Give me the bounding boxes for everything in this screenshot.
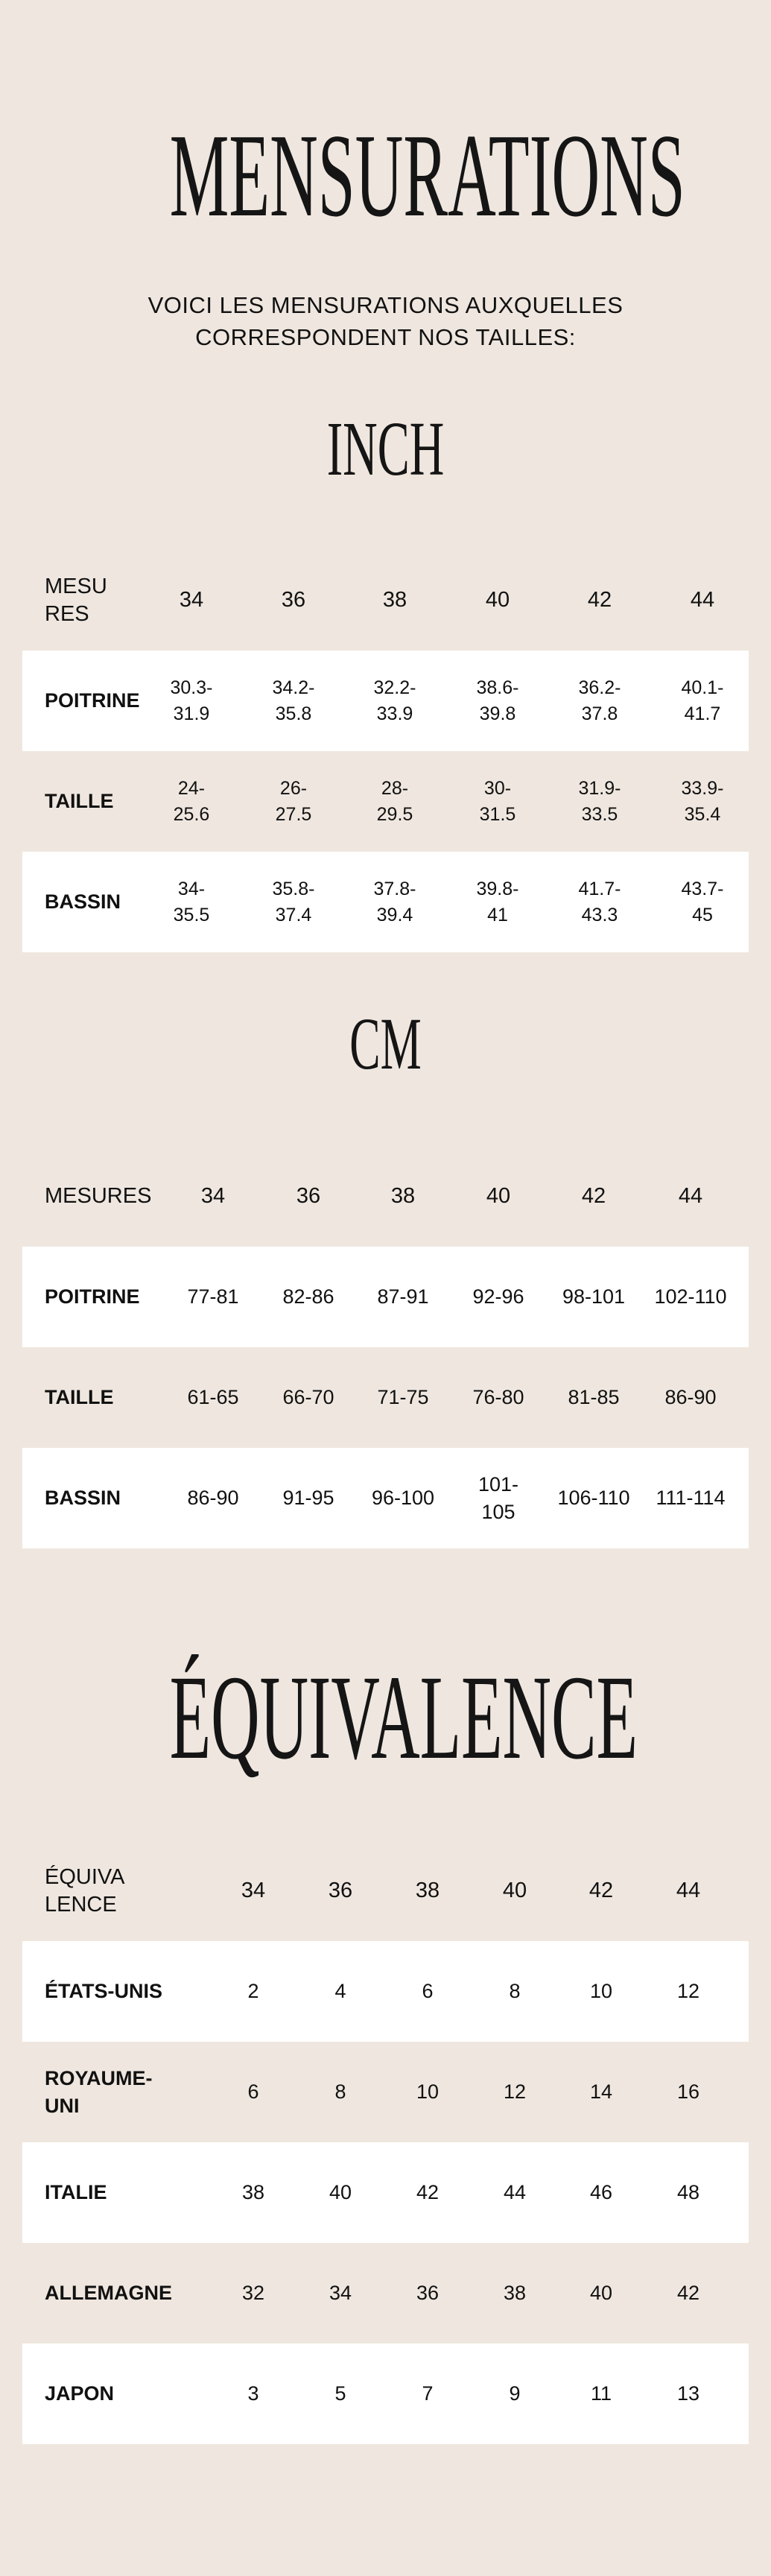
table-cell: 41.7- 43.3 <box>578 878 621 925</box>
inch-header-row <box>22 550 749 651</box>
table-cell: 82-86 <box>282 1285 334 1308</box>
table-cell: 11 <box>590 2382 612 2405</box>
equivalence-size-header: 36 <box>328 1879 353 1902</box>
table-cell: 48 <box>676 2181 700 2203</box>
table-cell: 39.8- 41 <box>476 878 519 925</box>
table-cell: 10 <box>589 1980 613 2002</box>
inch-size-table <box>22 550 749 952</box>
cm-size-header: 34 <box>200 1184 226 1208</box>
table-row <box>22 2042 749 2142</box>
table-cell: 30.3- 31.9 <box>170 677 213 724</box>
table-cell: 26- 27.5 <box>275 777 312 825</box>
table-row <box>22 1941 749 2042</box>
table-cell: 43.7- 45 <box>681 878 724 925</box>
table-cell: 92-96 <box>472 1285 524 1308</box>
cm-size-header: 42 <box>581 1184 606 1208</box>
cm-header-row <box>22 1146 749 1247</box>
table-cell: 8 <box>509 1980 521 2002</box>
table-cell: 9 <box>509 2382 521 2405</box>
table-cell: 6 <box>247 2080 259 2103</box>
inch-size-header: 42 <box>587 588 612 612</box>
cm-header-label: MESURES <box>45 1184 152 1208</box>
table-cell: 12 <box>676 1980 700 2002</box>
inch-size-header: 44 <box>690 588 715 612</box>
table-cell: 40 <box>329 2181 352 2203</box>
table-row <box>22 2243 749 2344</box>
table-cell: 34 <box>329 2282 352 2304</box>
table-cell: 6 <box>422 1980 434 2002</box>
table-cell: 31.9- 33.5 <box>578 777 621 825</box>
table-cell: 33.9- 35.4 <box>681 777 724 825</box>
row-label: POITRINE <box>45 689 140 712</box>
table-cell: 96-100 <box>371 1487 435 1509</box>
inch-heading: INCH <box>326 406 445 492</box>
table-cell: 102-110 <box>654 1285 727 1308</box>
table-row <box>22 1347 749 1448</box>
table-cell: 106-110 <box>557 1487 630 1509</box>
table-cell: 91-95 <box>282 1487 334 1509</box>
row-label: ITALIE <box>45 2181 107 2203</box>
equivalence-header-row <box>22 1841 749 1941</box>
inch-size-header: 38 <box>382 588 407 612</box>
table-cell: 28- 29.5 <box>376 777 413 825</box>
inch-size-header: 40 <box>485 588 510 612</box>
table-cell: 14 <box>589 2080 613 2103</box>
page-title: MENSURATIONS <box>169 109 685 241</box>
table-row <box>22 1247 749 1347</box>
table-cell: 87-91 <box>377 1285 429 1308</box>
table-row <box>22 852 749 952</box>
table-cell: 86-90 <box>187 1487 239 1509</box>
row-label: TAILLE <box>45 1386 114 1408</box>
table-cell: 81-85 <box>568 1386 620 1408</box>
table-cell: 46 <box>589 2181 613 2203</box>
row-label: ALLEMAGNE <box>45 2282 172 2304</box>
table-cell: 37.8- 39.4 <box>373 878 416 925</box>
table-cell: 7 <box>422 2382 434 2405</box>
equivalence-size-header: 34 <box>241 1879 266 1902</box>
cm-size-table <box>22 1146 749 1548</box>
table-cell: 76-80 <box>472 1386 524 1408</box>
table-cell: 34.2- 35.8 <box>272 677 315 724</box>
row-label: ROYAUME- UNI <box>45 2066 153 2117</box>
table-cell: 5 <box>334 2382 346 2405</box>
table-row <box>22 2142 749 2243</box>
table-cell: 42 <box>676 2282 700 2304</box>
intro-line-1: VOICI LES MENSURATIONS AUXQUELLES <box>147 292 624 318</box>
table-cell: 32 <box>241 2282 265 2304</box>
table-cell: 8 <box>334 2080 346 2103</box>
table-cell: 42 <box>416 2181 440 2203</box>
equivalence-size-header: 42 <box>588 1879 614 1902</box>
equivalence-size-header: 44 <box>676 1879 701 1902</box>
table-cell: 35.8- 37.4 <box>272 878 315 925</box>
cm-size-header: 40 <box>486 1184 511 1208</box>
table-cell: 36.2- 37.8 <box>578 677 621 724</box>
cm-size-header: 38 <box>390 1184 416 1208</box>
intro-text <box>0 289 771 353</box>
cm-heading: CM <box>349 1002 422 1085</box>
table-cell: 66-70 <box>282 1386 334 1408</box>
table-cell: 38.6- 39.8 <box>476 677 519 724</box>
table-cell: 77-81 <box>187 1285 239 1308</box>
table-cell: 4 <box>334 1980 346 2002</box>
table-row <box>22 751 749 852</box>
equivalence-table <box>22 1841 749 2444</box>
table-cell: 3 <box>247 2382 259 2405</box>
table-cell: 98-101 <box>562 1285 626 1308</box>
table-cell: 32.2- 33.9 <box>373 677 416 724</box>
table-cell: 36 <box>416 2282 440 2304</box>
inch-header-label: MESU RES <box>45 574 107 626</box>
table-cell: 16 <box>676 2080 700 2103</box>
equivalence-header-label: ÉQUIVA LENCE <box>45 1864 125 1917</box>
cm-size-header: 36 <box>296 1184 321 1208</box>
row-label: BASSIN <box>45 1487 121 1509</box>
table-cell: 38 <box>503 2282 527 2304</box>
row-label: POITRINE <box>45 1285 140 1308</box>
row-label: TAILLE <box>45 790 114 812</box>
inch-size-header: 36 <box>281 588 306 612</box>
row-label: ÉTATS-UNIS <box>45 1980 162 2002</box>
equivalence-heading: ÉQUIVALENCE <box>169 1651 638 1785</box>
table-cell: 61-65 <box>187 1386 239 1408</box>
table-cell: 44 <box>503 2181 527 2203</box>
table-row <box>22 2344 749 2444</box>
table-cell: 38 <box>241 2181 265 2203</box>
table-cell: 40 <box>589 2282 613 2304</box>
table-cell: 10 <box>416 2080 440 2103</box>
table-cell: 13 <box>676 2382 700 2405</box>
table-cell: 40.1- 41.7 <box>681 677 724 724</box>
equivalence-size-header: 40 <box>502 1879 527 1902</box>
table-cell: 24- 25.6 <box>173 777 210 825</box>
table-cell: 111-114 <box>656 1487 726 1509</box>
table-cell: 86-90 <box>664 1386 717 1408</box>
table-cell: 30- 31.5 <box>479 777 516 825</box>
table-cell: 71-75 <box>377 1386 429 1408</box>
table-row <box>22 1448 749 1548</box>
table-cell: 101- 105 <box>477 1472 519 1523</box>
table-cell: 12 <box>503 2080 527 2103</box>
equivalence-size-header: 38 <box>415 1879 440 1902</box>
table-cell: 2 <box>247 1980 259 2002</box>
cm-size-header: 44 <box>678 1184 703 1208</box>
intro-line-2: CORRESPONDENT NOS TAILLES: <box>195 324 576 350</box>
row-label: JAPON <box>45 2382 115 2405</box>
table-row <box>22 651 749 751</box>
table-cell: 34- 35.5 <box>173 878 210 925</box>
inch-size-header: 34 <box>179 588 204 612</box>
row-label: BASSIN <box>45 890 121 913</box>
